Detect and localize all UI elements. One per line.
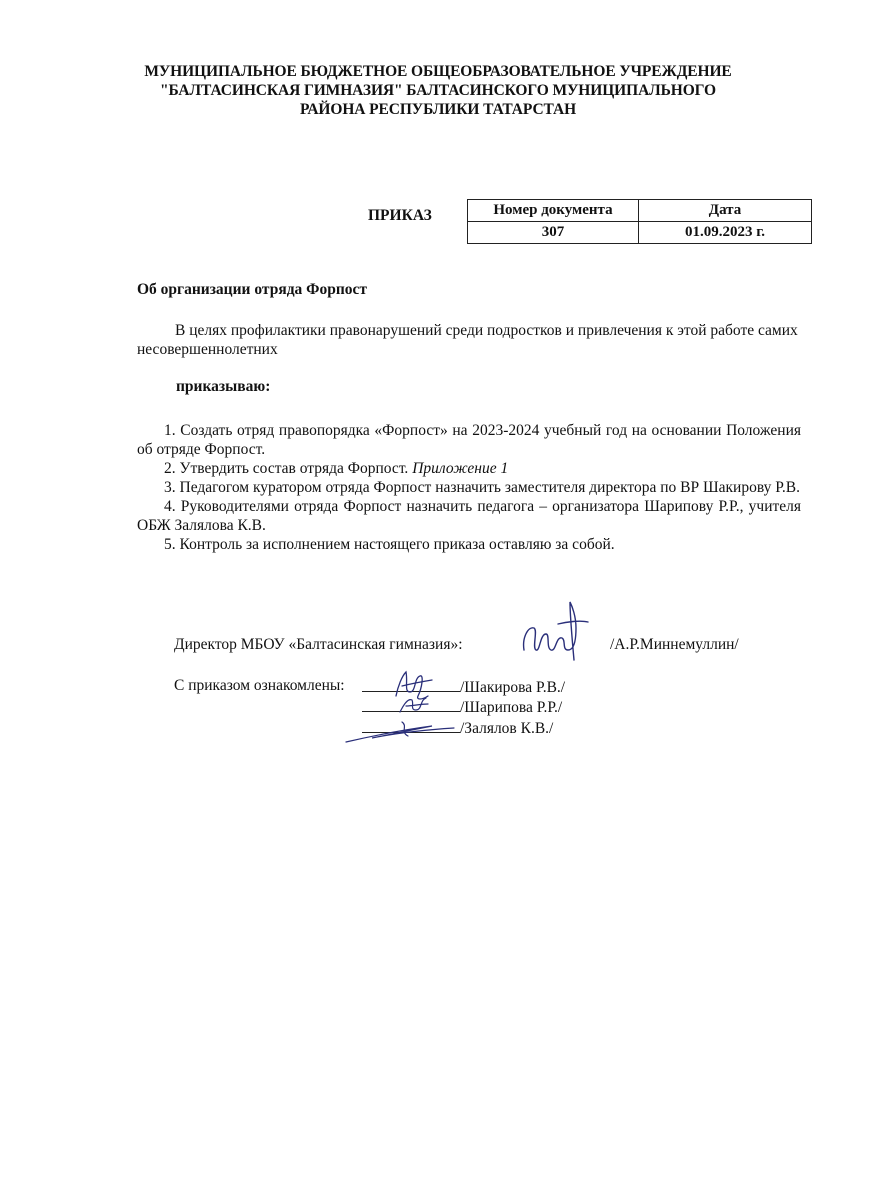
- date-header: Дата: [639, 200, 812, 222]
- order-title: ПРИКАЗ: [368, 207, 432, 224]
- item-text: Педагогом куратором отряда Форпост назначить заместителя директора по ВР Шакирову Р.В.: [179, 479, 801, 496]
- signature-line: [362, 718, 460, 733]
- item-number: 2.: [164, 460, 176, 477]
- document-number: 307: [468, 222, 639, 244]
- item-text: Утвердить состав отряда Форпост.: [179, 460, 409, 477]
- org-name-line-1: МУНИЦИПАЛЬНОЕ БЮДЖЕТНОЕ ОБЩЕОБРАЗОВАТЕЛЬНОЕ УЧРЕЖДЕНИЕ: [144, 63, 732, 80]
- acknowledged-row-3: [362, 718, 553, 738]
- order-item-3: [137, 478, 801, 497]
- preamble: В целях профилактики правонарушений среди подростков и привлечения к этой работе самих несовершеннолетних: [137, 322, 798, 358]
- acknowledged-person-1: /Шакирова Р.В./: [460, 679, 566, 696]
- item-text: Создать отряд правопорядка «Форпост» на 2023-2024 учебный год на основании Положения об отряде Форпост.: [137, 422, 802, 458]
- org-name-line-2: "БАЛТАСИНСКАЯ ГИМНАЗИЯ" БАЛТАСИНСКОГО МУНИЦИПАЛЬНОГО: [159, 82, 717, 99]
- order-word: приказываю:: [176, 378, 271, 395]
- organization-header: [120, 62, 756, 119]
- order-item-4: [137, 497, 801, 535]
- item-appendix: Приложение 1: [412, 460, 509, 477]
- order-item-5: [137, 535, 801, 554]
- item-number: 3.: [164, 479, 176, 496]
- number-header: Номер документа: [468, 200, 639, 222]
- acknowledged-row-1: [362, 677, 565, 697]
- acknowledged-person-2: /Шарипова Р.Р./: [460, 699, 563, 716]
- acknowledged-row-2: [362, 697, 562, 717]
- item-text: Контроль за исполнением настоящего приказа оставляю за собой.: [179, 536, 615, 553]
- signature-line: [362, 677, 460, 692]
- acknowledged-person-3: /Залялов К.В./: [460, 720, 554, 737]
- document-date: 01.09.2023 г.: [639, 222, 812, 244]
- org-name-line-3: РАЙОНА РЕСПУБЛИКИ ТАТАРСТАН: [299, 101, 577, 118]
- director-label: Директор МБОУ «Балтасинская гимназия»:: [174, 636, 463, 653]
- order-item-2: [137, 459, 801, 478]
- acknowledged-label: С приказом ознакомлены:: [174, 677, 345, 694]
- item-number: 1.: [164, 422, 176, 439]
- director-signature: [518, 598, 592, 668]
- item-number: 5.: [164, 536, 176, 553]
- director-name: /А.Р.Миннемуллин/: [610, 636, 739, 653]
- document-info-table: [467, 199, 812, 244]
- item-text: Руководителями отряда Форпост назначить педагога – организатора Шарипову Р.Р., учителя ОБЖ Залялова К.В.: [137, 498, 802, 534]
- order-item-1: [137, 421, 801, 459]
- order-subject: Об организации отряда Форпост: [137, 281, 368, 298]
- order-items: [137, 421, 801, 554]
- signature-line: [362, 697, 460, 712]
- item-number: 4.: [164, 498, 176, 515]
